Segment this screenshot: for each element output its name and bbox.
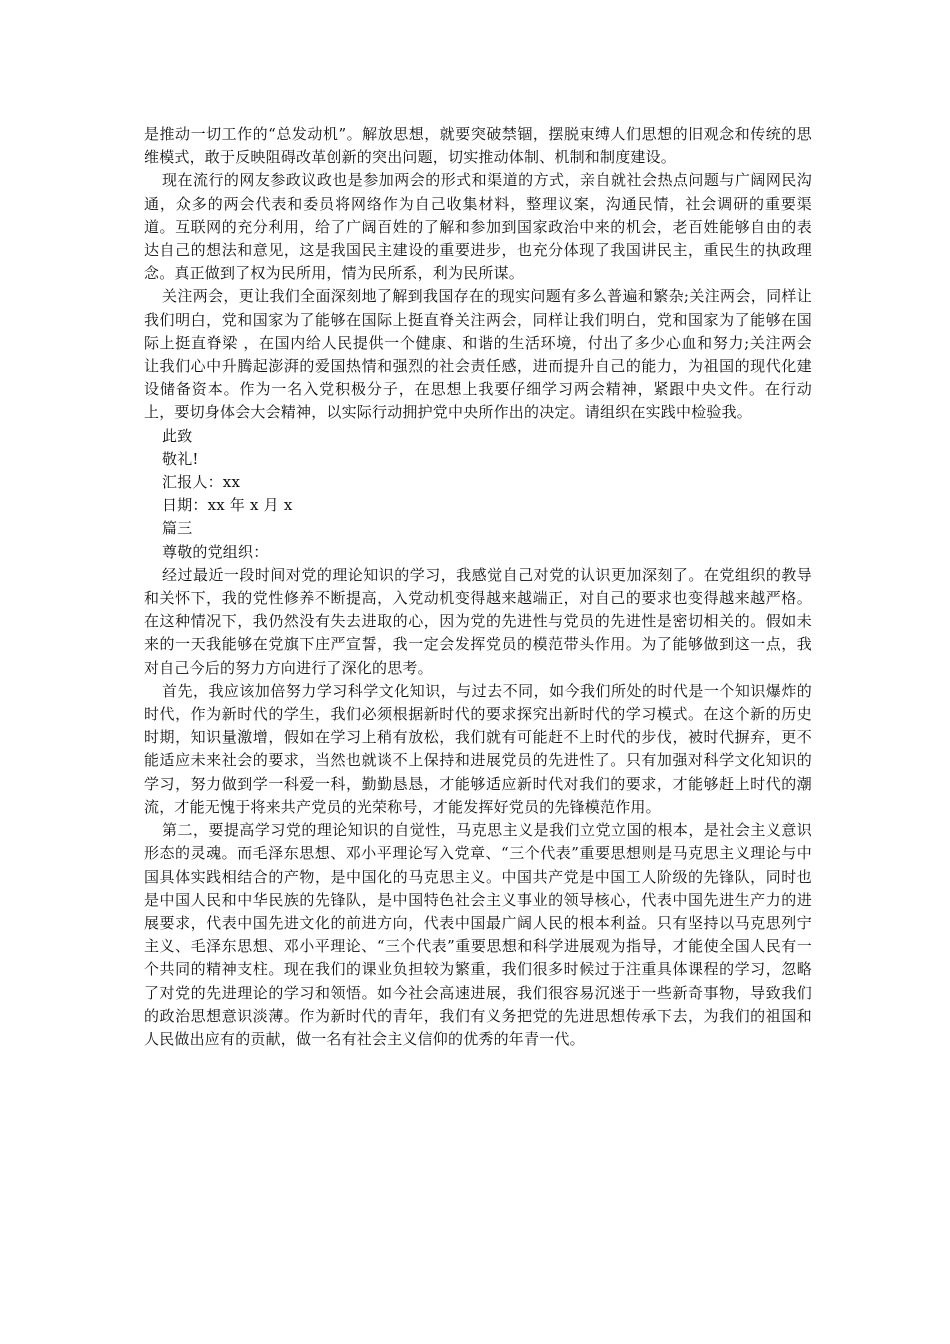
body-paragraph-5: 第二，要提高学习党的理论知识的自觉性，马克思主义是我们立党立国的根本，是社会主义意识形态的灵魂。而毛泽东思想、邓小平理论写入党章、“三个代表”重要思想则是马克思主义理论与中国具体实践相结合的产物，是中国化的马克思主义。中国共产党是中国工人阶级的先锋队，同时也是中国人民和中华民族的先锋队，是中国特色社会主义事业的领导核心，代表中国先进生产力的进展要求，代表中国先进文化的前进方向，代表中国最广阔人民的根本利益。只有坚持以马克思列宁主义、毛泽东思想、邓小平理论、“三个代表”重要思想和科学进展观为指导，才能使全国人民有一个共同的精神支柱。现在我们的课业负担较为繁重，我们很多时候过于注重具体课程的学习，忽略了对党的先进理论的学习和领悟。如今社会高速进展，我们很容易沉迷于一些新奇事物，导致我们的政治思想意识淡薄。作为新时代的青年，我们有义务把党的先进思想传承下去，为我们的祖国和人民做出应有的贡献，做一名有社会主义信仰的优秀的年青一代。 — [144, 821, 812, 1048]
body-paragraph-3: 经过最近一段时间对党的理论知识的学习，我感觉自己对党的认识更加深刻了。在党组织的教导和关怀下，我的党性修养不断提高，入党动机变得越来越端正，对自己的要求也变得越来越严格。在这种情况下，我仍然没有失去进取的心，因为党的先进性与党员的先进性是密切相关的。假如未来的一天我能够在党旗下庄严宣誓，我一定会发挥党员的模范带头作用。为了能够做到这一点，我对自己今后的努力方向进行了深化的思考。 — [144, 565, 812, 677]
closing-salute: 此致 — [162, 426, 193, 445]
date-line: 日期：xx 年 x 月 x — [162, 496, 293, 515]
reporter-line: 汇报人：xx — [162, 473, 241, 492]
closing-regards: 敬礼! — [162, 449, 199, 468]
body-paragraph-1: 现在流行的网友参政议政也是参加两会的形式和渠道的方式，亲自就社会热点问题与广阔网民沟通，众多的两会代表和委员将网络作为自己收集材料，整理议案，沟通民情，社会调研的重要渠道。互联网的充分利用，给了广阔百姓的了解和参加到国家政治中来的机会，老百姓能够自由的表达自己的想法和意见，这是我国民主建设的重要进步，也充分体现了我国讲民主，重民生的执政理念。真正做到了权为民所用，情为民所系，利为民所谋。 — [144, 171, 812, 283]
body-paragraph-4: 首先，我应该加倍努力学习科学文化知识，与过去不同，如今我们所处的时代是一个知识爆炸的时代，作为新时代的学生，我们必须根据新时代的要求探究出新时代的学习模式。在这个新的历史时期，知识量激增，假如在学习上稍有放松，我们就有可能赶不上时代的步伐，被时代摒弃，更不能适应未来社会的要求，当然也就谈不上保持和进展党员的先进性了。只有加强对科学文化知识的学习，努力做到学一科爱一科，勤勤恳恳，才能够适应新时代对我们的要求，才能够赶上时代的潮流，才能无愧于将来共产党员的光荣称号，才能发挥好党员的先锋模范作用。 — [144, 681, 812, 816]
document-page — [144, 123, 812, 1051]
body-paragraph-0: 是推动一切工作的“总发动机”。解放思想，就要突破禁锢，摆脱束缚人们思想的旧观念和传统的思 维模式，敢于反映阻碍改革创新的突出问题，切实推动体制、机制和制度建设。 — [144, 125, 812, 167]
greeting-line: 尊敬的党组织： — [162, 542, 269, 561]
section-title: 篇三 — [162, 519, 193, 538]
body-paragraph-2: 关注两会，更让我们全面深刻地了解到我国存在的现实问题有多么普遍和繁杂;关注两会，同样让我们明白，党和国家为了能够在国际上挺直脊关注两会，同样让我们明白，党和国家为了能够在国际上挺直脊梁 ，在国内给人民提供一个健康、和谐的生活环境，付出了多少心血和努力;关注两会 让我们心中升腾起澎湃的爱国热情和强烈的社会责任感，进而提升自己的能力，为祖国的现代化建设储备资本。作为一名入党积极分子，在思想上我要仔细学习两会精神，紧跟中央文件。在行动上，要切身体会大会精神，以实际行动拥护党中央所作出的决定。请组织在实践中检验我。 — [144, 287, 812, 422]
